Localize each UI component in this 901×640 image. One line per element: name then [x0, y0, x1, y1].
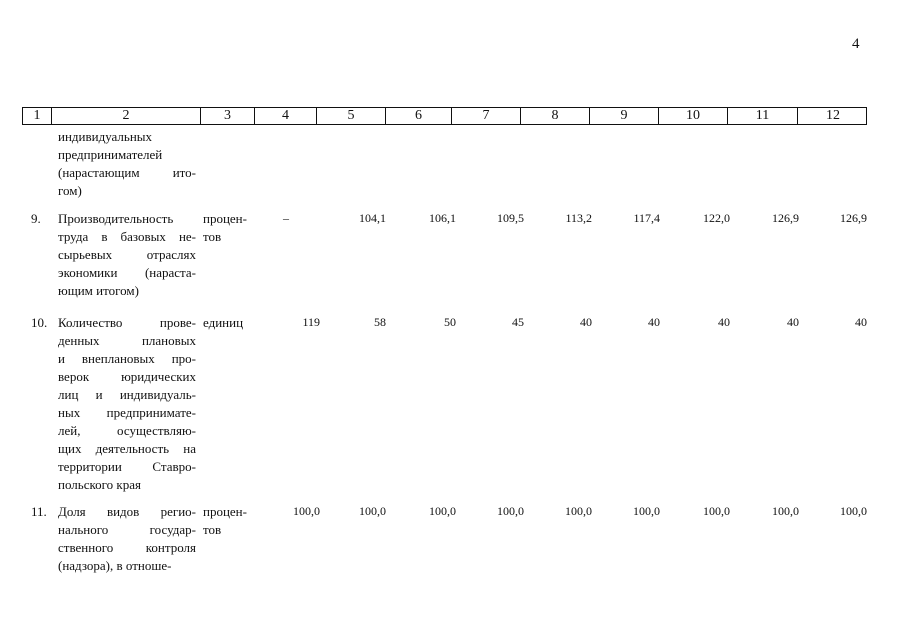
value-cell-col-6: 50 — [444, 315, 456, 329]
indicator-name-line: и внеплановых про- — [58, 351, 196, 366]
indicator-name-line: территории Ставро- — [58, 459, 196, 474]
value-cell-col-7: 100,0 — [497, 504, 524, 518]
header-cell-5: 5 — [317, 108, 386, 124]
indicator-name-line: Доля видов регио- — [58, 504, 196, 519]
header-cell-9: 9 — [590, 108, 659, 124]
indicator-name — [58, 210, 196, 300]
value-cell-col-11: 40 — [787, 315, 799, 329]
indicator-name-line: ных предпринимате- — [58, 405, 196, 420]
value-cell-col-7: 45 — [512, 315, 524, 329]
indicator-name-line: индивидуальных — [58, 129, 153, 144]
indicator-name-line: денных плановых — [58, 333, 196, 348]
indicator-name-line: польского края — [58, 477, 141, 492]
row-number: 10. — [31, 315, 48, 330]
header-cell-2: 2 — [52, 108, 201, 124]
value-cell-col-5: 58 — [374, 315, 386, 329]
indicator-name-line: лей, осуществляю- — [58, 423, 196, 438]
indicator-name-line: верок юридических — [58, 369, 196, 384]
value-cell-col-8: 100,0 — [565, 504, 592, 518]
header-cell-3: 3 — [201, 108, 255, 124]
value-cell-col-9: 117,4 — [633, 211, 660, 225]
unit-line: единиц — [203, 315, 244, 330]
indicator-name — [58, 128, 196, 200]
indicator-name-line: предпринимателей — [58, 147, 163, 162]
value-cell-col-7: 109,5 — [497, 211, 524, 225]
value-cell-col-11: 126,9 — [772, 211, 799, 225]
value-cell-col-11: 100,0 — [772, 504, 799, 518]
header-cell-12: 12 — [826, 108, 840, 123]
value-cell-col-8: 40 — [580, 315, 592, 329]
value-cell-col-6: 106,1 — [429, 211, 456, 225]
value-cell-col-6: 100,0 — [429, 504, 456, 518]
indicator-name-line: труда в базовых не- — [58, 229, 196, 244]
value-cell-col-4: – — [283, 211, 289, 225]
value-cell-col-5: 100,0 — [359, 504, 386, 518]
header-cell-4: 4 — [255, 108, 317, 124]
row-number: 11. — [31, 504, 47, 519]
indicator-name-line: ственного контроля — [58, 540, 196, 555]
value-cell-col-9: 40 — [648, 315, 660, 329]
indicator-name-line: гом) — [58, 183, 82, 198]
indicator-name-line: Количество прове- — [58, 315, 196, 330]
header-cell-7: 7 — [452, 108, 521, 124]
indicator-name — [58, 314, 196, 494]
value-cell-col-12: 40 — [855, 315, 867, 329]
value-cell-col-10: 122,0 — [703, 211, 730, 225]
indicator-name-line: (надзора), в отноше- — [58, 558, 172, 573]
header-cell-8: 8 — [521, 108, 590, 124]
value-cell-col-8: 113,2 — [565, 211, 592, 225]
header-cell-10: 10 — [659, 108, 728, 124]
indicator-name-line: ющим итогом) — [58, 283, 139, 298]
unit-line: тов — [203, 522, 222, 537]
indicator-name-line: щих деятельность на — [58, 441, 196, 456]
unit-of-measure — [203, 314, 255, 332]
value-cell-col-10: 40 — [718, 315, 730, 329]
header-cell-11: 11 — [728, 108, 798, 124]
header-cell-6: 6 — [386, 108, 452, 124]
header-cell-1: 1 — [23, 108, 52, 124]
indicator-name-line: Производительность — [58, 211, 174, 226]
unit-line: процен- — [203, 504, 247, 519]
value-cell-col-10: 100,0 — [703, 504, 730, 518]
unit-of-measure — [203, 210, 255, 246]
indicator-name-line: нального государ- — [58, 522, 196, 537]
indicator-name-line: экономики (нараста- — [58, 265, 196, 280]
unit-of-measure — [203, 503, 255, 539]
value-cell-col-4: 119 — [302, 315, 320, 329]
unit-line: процен- — [203, 211, 247, 226]
unit-line: тов — [203, 229, 222, 244]
value-cell-col-4: 100,0 — [293, 504, 320, 518]
indicator-name-line: лиц и индивидуаль- — [58, 387, 196, 402]
indicator-name-line: (нарастающим ито- — [58, 165, 196, 180]
value-cell-col-12: 126,9 — [840, 211, 867, 225]
page-number: 4 — [852, 36, 860, 52]
value-cell-col-5: 104,1 — [359, 211, 386, 225]
indicator-name-line: сырьевых отраслях — [58, 247, 196, 262]
value-cell-col-9: 100,0 — [633, 504, 660, 518]
indicator-name — [58, 503, 196, 575]
table-header — [22, 107, 867, 125]
row-number: 9. — [31, 211, 41, 226]
value-cell-col-12: 100,0 — [840, 504, 867, 518]
